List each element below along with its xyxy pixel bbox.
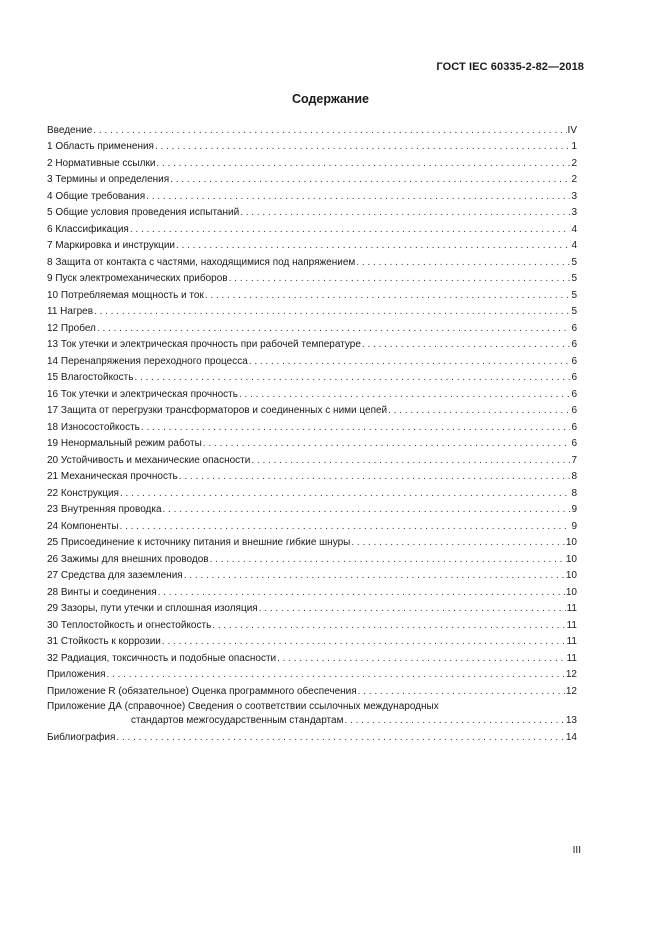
toc-entry-page: 2 bbox=[571, 174, 577, 185]
toc-entry-page: 6 bbox=[571, 322, 577, 334]
toc-leader-dots bbox=[120, 521, 571, 533]
toc-entry-page: 4 bbox=[571, 223, 577, 235]
toc-leader-dots bbox=[277, 653, 565, 665]
toc-entry-text: 14 Перенапряжения переходного процесса bbox=[47, 355, 248, 367]
toc-entry-text: 3 Термины и определения bbox=[47, 174, 170, 185]
toc-entry[interactable] bbox=[47, 302, 577, 319]
toc-entry[interactable] bbox=[47, 269, 577, 286]
toc-leader-dots bbox=[229, 273, 571, 285]
toc-entry[interactable] bbox=[47, 285, 577, 302]
toc-entry[interactable] bbox=[47, 186, 577, 203]
toc-entry-page: 5 bbox=[571, 256, 577, 268]
toc-entry-text: 17 Защита от перегрузки трансформаторов и соединенных с ними цепей bbox=[47, 405, 388, 416]
toc-entry[interactable] bbox=[47, 516, 577, 533]
toc-entry-page: 6 bbox=[571, 372, 577, 383]
toc-entry-page: 10 bbox=[565, 553, 577, 565]
toc-entry-page: 3 bbox=[571, 207, 577, 218]
toc-entry-page: 4 bbox=[571, 240, 577, 251]
toc-entry[interactable] bbox=[47, 483, 577, 500]
toc-entry[interactable] bbox=[47, 599, 577, 616]
toc-entry-page: 5 bbox=[571, 306, 577, 317]
toc-entry-page: 3 bbox=[571, 190, 577, 202]
toc-leader-dots bbox=[203, 438, 571, 450]
toc-leader-dots bbox=[158, 587, 565, 599]
toc-entry-page: 6 bbox=[571, 339, 577, 350]
toc-entry-text: 8 Защита от контакта с частями, находящимися под напряжением bbox=[47, 256, 356, 268]
toc-leader-dots bbox=[97, 323, 571, 335]
toc-leader-dots bbox=[116, 732, 564, 744]
toc-leader-dots bbox=[141, 422, 571, 434]
toc-entry-page: 10 bbox=[565, 570, 577, 581]
toc-leader-dots bbox=[344, 714, 564, 728]
toc-leader-dots bbox=[176, 240, 570, 252]
toc-entry-page: 9 bbox=[571, 520, 577, 532]
toc-entry[interactable] bbox=[47, 566, 577, 583]
toc-leader-dots bbox=[163, 504, 571, 516]
toc-entry[interactable] bbox=[47, 665, 577, 682]
toc-leader-dots bbox=[179, 471, 571, 483]
toc-entry-page: 8 bbox=[571, 471, 577, 482]
toc-entry-text: 27 Средства для заземления bbox=[47, 570, 183, 581]
toc-entry-page: 6 bbox=[571, 388, 577, 400]
toc-leader-dots bbox=[170, 174, 570, 186]
toc-entry[interactable] bbox=[47, 401, 577, 418]
toc-entry-annex-da[interactable] bbox=[47, 700, 577, 728]
toc-entry[interactable] bbox=[47, 615, 577, 632]
toc-entry-page: 11 bbox=[566, 619, 577, 631]
toc-entry-text: 10 Потребляемая мощность и ток bbox=[47, 289, 204, 301]
toc-entry[interactable] bbox=[47, 351, 577, 368]
toc-entry-text: 13 Ток утечки и электрическая прочность при рабочей температуре bbox=[47, 339, 361, 350]
toc-entry[interactable] bbox=[47, 219, 577, 236]
toc-entry-text: 29 Зазоры, пути утечки и сплошная изоляция bbox=[47, 603, 258, 614]
toc-entry-text: 28 Винты и соединения bbox=[47, 586, 157, 598]
toc-entry-page: 11 bbox=[566, 636, 577, 647]
toc-entry[interactable] bbox=[47, 434, 577, 451]
toc-entry-text: 26 Зажимы для внешних проводов bbox=[47, 553, 209, 565]
document-code: ГОСТ IEC 60335-2-82—2018 bbox=[436, 61, 584, 73]
toc-entry-text: 12 Пробел bbox=[47, 322, 96, 334]
toc-leader-dots bbox=[184, 570, 565, 582]
toc-entry-text-continued: стандартов межгосударственным стандартам bbox=[131, 714, 344, 726]
toc-leader-dots bbox=[155, 141, 570, 153]
toc-entry[interactable] bbox=[47, 467, 577, 484]
toc-leader-dots bbox=[146, 191, 570, 203]
toc-leader-dots bbox=[120, 488, 570, 500]
toc-leader-dots bbox=[210, 554, 565, 566]
toc-leader-dots bbox=[351, 537, 565, 549]
toc-entry-text: 16 Ток утечки и электрическая прочность bbox=[47, 388, 238, 400]
toc-entry-page: 12 bbox=[565, 669, 577, 680]
toc-leader-dots bbox=[130, 224, 571, 236]
toc-entry-page: 8 bbox=[571, 487, 577, 499]
toc-entry-page: 5 bbox=[571, 289, 577, 301]
toc-leader-dots bbox=[134, 372, 570, 384]
toc-entry-page: 12 bbox=[565, 685, 577, 697]
toc-leader-dots bbox=[94, 306, 570, 318]
toc-leader-dots bbox=[107, 669, 565, 681]
toc-entry[interactable] bbox=[47, 318, 577, 335]
toc-entry-text: 20 Устойчивость и механические опасности bbox=[47, 454, 251, 466]
toc-entry-text: 32 Радиация, токсичность и подобные опасности bbox=[47, 652, 277, 664]
toc-entry-page: 14 bbox=[565, 732, 577, 743]
toc-entry-page: 2 bbox=[571, 157, 577, 169]
toc-entry-text: Приложение R (обязательное) Оценка программного обеспечения bbox=[47, 685, 357, 697]
toc-entry-text: Библиография bbox=[47, 732, 116, 743]
toc-entry-page: 10 bbox=[565, 586, 577, 598]
toc-entry-page: 7 bbox=[571, 454, 577, 466]
toc-leader-dots bbox=[356, 257, 570, 269]
toc-leader-dots bbox=[388, 405, 570, 417]
toc-leader-dots bbox=[212, 620, 565, 632]
toc-leader-dots bbox=[93, 125, 566, 137]
toc-leader-dots bbox=[239, 389, 570, 401]
toc-entry-text: 1 Область применения bbox=[47, 141, 154, 152]
toc-leader-dots bbox=[259, 603, 566, 615]
toc-entry[interactable] bbox=[47, 170, 577, 187]
toc-entry-page: 13 bbox=[565, 714, 577, 726]
toc-entry-text: Приложение ДА (справочное) Сведения о соответствии ссылочных международных bbox=[47, 700, 439, 712]
toc-entry-page: 1 bbox=[571, 141, 577, 152]
toc-entry[interactable] bbox=[47, 582, 577, 599]
toc-leader-dots bbox=[240, 207, 570, 219]
toc-entry[interactable] bbox=[47, 384, 577, 401]
toc-entry-text: 25 Присоединение к источнику питания и внешние гибкие шнуры bbox=[47, 537, 351, 548]
toc-entry-text: 24 Компоненты bbox=[47, 520, 119, 532]
toc-entry-page: 6 bbox=[571, 355, 577, 367]
toc-entry[interactable] bbox=[47, 533, 577, 550]
toc-entry-page: 6 bbox=[571, 405, 577, 416]
toc-entry-page: 11 bbox=[566, 603, 577, 614]
toc-entry[interactable] bbox=[47, 681, 577, 698]
toc-entry-text: 23 Внутренняя проводка bbox=[47, 504, 162, 515]
toc-entry-page: 9 bbox=[571, 504, 577, 515]
toc-entry-text: 4 Общие требования bbox=[47, 190, 146, 202]
toc-leader-dots bbox=[358, 686, 565, 698]
toc-leader-dots bbox=[362, 339, 571, 351]
toc-entry[interactable] bbox=[47, 120, 577, 137]
toc-entry[interactable] bbox=[47, 153, 577, 170]
toc-entry-page: 6 bbox=[571, 438, 577, 449]
toc-leader-dots bbox=[156, 158, 570, 170]
toc-entry-text: 22 Конструкция bbox=[47, 487, 119, 499]
toc-entry[interactable] bbox=[47, 137, 577, 154]
toc-entry-text: 6 Классификация bbox=[47, 223, 129, 235]
toc-leader-dots bbox=[251, 455, 570, 467]
table-of-contents bbox=[47, 120, 577, 744]
toc-entry[interactable] bbox=[47, 335, 577, 352]
toc-entry-text: 30 Теплостойкость и огнестойкость bbox=[47, 619, 212, 631]
toc-entry-text: 15 Влагостойкость bbox=[47, 372, 134, 383]
toc-entry[interactable] bbox=[47, 236, 577, 253]
toc-entry[interactable] bbox=[47, 632, 577, 649]
toc-entry-text: 2 Нормативные ссылки bbox=[47, 157, 156, 169]
toc-entry[interactable] bbox=[47, 417, 577, 434]
toc-entry[interactable] bbox=[47, 549, 577, 566]
toc-entry-text: 18 Износостойкость bbox=[47, 421, 140, 433]
toc-entry-text: 21 Механическая прочность bbox=[47, 471, 178, 482]
toc-entry-text: Приложения bbox=[47, 669, 106, 680]
toc-list bbox=[47, 120, 577, 698]
toc-entry-page: IV bbox=[567, 124, 577, 136]
toc-entry-bibliography[interactable] bbox=[47, 728, 577, 745]
toc-entry-page: 10 bbox=[565, 537, 577, 548]
toc-leader-dots bbox=[162, 636, 566, 648]
toc-entry-page: 5 bbox=[571, 273, 577, 284]
toc-entry[interactable] bbox=[47, 500, 577, 517]
page-number: III bbox=[572, 845, 581, 856]
toc-entry[interactable] bbox=[47, 450, 577, 467]
toc-entry[interactable] bbox=[47, 203, 577, 220]
toc-entry[interactable] bbox=[47, 368, 577, 385]
toc-entry[interactable] bbox=[47, 252, 577, 269]
toc-title: Содержание bbox=[291, 92, 369, 106]
toc-entry-text: 5 Общие условия проведения испытаний bbox=[47, 207, 240, 218]
toc-entry-text: 9 Пуск электромеханических приборов bbox=[47, 273, 228, 284]
toc-entry[interactable] bbox=[47, 648, 577, 665]
toc-entry-text: 19 Ненормальный режим работы bbox=[47, 438, 202, 449]
toc-entry-text: Введение bbox=[47, 124, 93, 136]
toc-leader-dots bbox=[205, 290, 571, 302]
toc-entry-text: 11 Нагрев bbox=[47, 306, 94, 317]
toc-entry-text: 7 Маркировка и инструкции bbox=[47, 240, 176, 251]
toc-leader-dots bbox=[249, 356, 571, 368]
toc-entry-page: 6 bbox=[571, 421, 577, 433]
toc-entry-page: 11 bbox=[566, 652, 577, 664]
toc-entry-text: 31 Стойкость к коррозии bbox=[47, 636, 161, 647]
